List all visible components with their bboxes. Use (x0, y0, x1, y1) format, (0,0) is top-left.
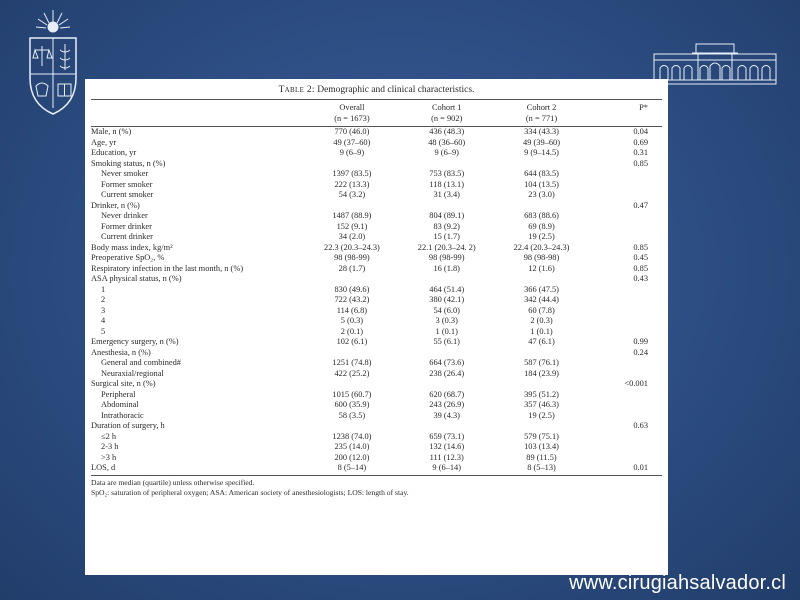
cell-cohort1: 54 (6.0) (433, 305, 460, 315)
table-row (91, 148, 662, 159)
cell-overall (305, 201, 400, 212)
table-row (91, 264, 662, 275)
cell-overall (305, 421, 400, 432)
cell-p-value: <0.001 (624, 379, 648, 388)
table-row (91, 211, 662, 222)
table-row (91, 327, 662, 338)
cell-cohort2: 19 (2.5) (528, 410, 555, 420)
cell-overall (305, 348, 400, 359)
cell-cohort2: 60 (7.8) (528, 305, 555, 315)
cell-p-value (589, 306, 662, 317)
cell-overall: 8 (5–14) (305, 463, 400, 475)
cell-p-value: 0.45 (633, 253, 648, 262)
cell-overall: 98 (98-99) (334, 253, 370, 262)
cell-cohort2: 103 (13.4) (524, 442, 559, 451)
cell-cohort1 (399, 201, 494, 212)
cell-p-value (589, 285, 662, 296)
cell-cohort1: 31 (3.4) (433, 190, 460, 199)
row-label: Never smoker (101, 169, 149, 178)
cell-overall (305, 274, 400, 285)
cell-cohort1 (399, 274, 494, 285)
cell-cohort2: 22.4 (20.3–24.3) (513, 242, 570, 252)
row-label: 2 (101, 295, 106, 304)
cell-p-value: 0.63 (633, 421, 648, 430)
table-row (91, 316, 662, 327)
cell-overall: 830 (49.6) (334, 284, 370, 294)
cell-cohort2: 104 (13.5) (524, 179, 559, 189)
cell-overall: 235 (14.0) (334, 442, 370, 451)
row-label: >3 h (101, 452, 117, 462)
cell-cohort1: 380 (42.1) (429, 295, 465, 304)
cell-overall: 422 (25.2) (334, 368, 370, 378)
cell-p-value (589, 295, 662, 306)
header-p: P* (639, 103, 648, 112)
cell-overall: 114 (6.8) (336, 305, 368, 315)
cell-cohort2: 98 (98-98) (523, 253, 560, 262)
header-cohort2: Cohort 2 (526, 103, 557, 112)
header-p-blank (589, 114, 662, 127)
cell-overall (305, 159, 400, 170)
table-row (91, 243, 662, 254)
cell-cohort1: 98 (98-99) (428, 253, 465, 262)
table-row (91, 232, 662, 243)
cell-cohort1: 16 (1.8) (433, 263, 460, 273)
cell-overall: 28 (1.7) (338, 263, 366, 273)
table-row (91, 169, 662, 180)
cell-cohort2: 1 (0.1) (530, 326, 553, 336)
cell-overall: 722 (43.2) (334, 295, 370, 304)
cell-cohort2 (494, 421, 589, 432)
header-overall: Overall (339, 103, 365, 112)
cell-cohort2: 2 (0.3) (530, 316, 553, 325)
table-row (91, 369, 662, 380)
cell-cohort1: 39 (4.3) (433, 410, 460, 420)
row-label: Intrathoracic (101, 410, 144, 420)
cell-overall: 1238 (74.0) (332, 431, 372, 441)
cell-overall: 5 (0.3) (340, 316, 364, 325)
cell-p-value: 0.01 (589, 463, 662, 475)
row-label: Male, n (%) (91, 127, 132, 136)
cell-overall: 58 (3.5) (338, 410, 366, 420)
row-label: 2-3 h (101, 442, 119, 451)
row-label: ≤2 h (101, 431, 117, 441)
table-row (91, 358, 662, 369)
table-caption (91, 83, 662, 100)
table-row (91, 442, 662, 453)
cell-p-value: 0.85 (633, 242, 648, 252)
table-row (91, 253, 662, 264)
header-overall-n: (n = 1673) (305, 114, 400, 127)
cell-p-value (589, 211, 662, 222)
table-row (91, 348, 662, 359)
table-body (91, 127, 662, 476)
cell-overall: 9 (6–9) (339, 148, 365, 157)
cell-p-value: 0.85 (633, 263, 648, 273)
cell-cohort2: 644 (83.5) (524, 169, 559, 178)
cell-cohort2: 19 (2.5) (528, 232, 555, 241)
cell-p-value (589, 453, 662, 464)
cell-p-value (589, 390, 662, 401)
header-cohort2-n: (n = 771) (494, 114, 589, 127)
cell-cohort2: 9 (9–14.5) (524, 148, 559, 157)
cell-cohort1: 804 (89.1) (429, 211, 465, 220)
cell-cohort1: 243 (26.9) (429, 400, 465, 409)
header-blank (91, 100, 305, 114)
cell-cohort1: 48 (36–60) (428, 137, 466, 147)
cell-cohort2: 8 (5–13) (494, 463, 589, 475)
header-blank-2 (91, 114, 305, 127)
row-label: Duration of surgery, h (91, 421, 165, 430)
table-caption-text: Demographic and clinical characteristics. (317, 85, 475, 95)
row-label: 3 (101, 305, 106, 315)
cell-p-value: 0.99 (633, 337, 648, 346)
row-label: Peripheral (101, 389, 136, 399)
cell-cohort1: 15 (1.7) (433, 232, 460, 241)
cell-cohort2: 49 (39–60) (523, 137, 560, 147)
cell-overall: 1015 (60.7) (332, 389, 372, 399)
cell-overall: 49 (37–60) (333, 137, 371, 147)
row-label: Never drinker (101, 211, 148, 220)
cell-cohort1: 118 (13.1) (429, 179, 464, 189)
table-row (91, 379, 662, 390)
cell-overall: 1251 (74.8) (332, 358, 372, 367)
cell-overall: 200 (12.0) (334, 452, 370, 462)
cell-cohort1: 664 (73.6) (429, 358, 465, 367)
table-row (91, 432, 662, 443)
table-row (91, 295, 662, 306)
cell-overall: 600 (35.9) (334, 400, 370, 409)
table-row (91, 127, 662, 138)
row-label: ASA physical status, n (%) (91, 274, 182, 283)
cell-p-value (589, 358, 662, 369)
document-table-panel (85, 79, 668, 575)
table-row (91, 411, 662, 422)
row-label: Surgical site, n (%) (91, 379, 156, 388)
cell-p-value (589, 411, 662, 422)
cell-cohort2: 12 (1.6) (528, 263, 555, 273)
header-cohort1-n: (n = 902) (399, 114, 494, 127)
row-label: General and combined# (101, 358, 181, 367)
row-label: Smoking status, n (%) (91, 158, 166, 168)
cell-p-value (589, 432, 662, 443)
cell-p-value: 0.47 (633, 200, 648, 210)
cell-cohort2: 357 (46.3) (524, 400, 559, 409)
row-label: Former drinker (101, 221, 152, 231)
cell-cohort2: 587 (76.1) (524, 358, 559, 367)
cell-cohort1 (399, 159, 494, 170)
table-row (91, 453, 662, 464)
cell-cohort2: 683 (88.6) (524, 211, 559, 220)
cell-cohort1: 436 (48.3) (429, 127, 465, 136)
cell-overall: 1397 (83.5) (332, 169, 372, 178)
cell-overall: 22.3 (20.3–24.3) (324, 242, 380, 252)
table-row (91, 390, 662, 401)
cell-overall: 1487 (88.9) (332, 211, 372, 220)
cell-overall: 102 (6.1) (336, 337, 368, 346)
cell-cohort2: 342 (44.4) (524, 295, 559, 304)
row-label: Drinker, n (%) (91, 200, 140, 210)
cell-p-value (589, 222, 662, 233)
cell-overall: 770 (46.0) (334, 127, 370, 136)
cell-cohort1: 22.1 (20.3–24. 2) (417, 242, 476, 252)
characteristics-table (91, 100, 662, 476)
cell-cohort1: 464 (51.4) (429, 284, 465, 294)
cell-p-value (589, 327, 662, 338)
cell-cohort1: 620 (68.7) (429, 389, 465, 399)
cell-cohort1: 83 (9.2) (433, 221, 460, 231)
row-label: Age, yr (91, 137, 117, 147)
cell-p-value (589, 369, 662, 380)
table-row (91, 463, 662, 475)
cell-p-value: 0.31 (633, 148, 648, 157)
table-notes (91, 476, 662, 498)
cell-cohort2: 579 (75.1) (524, 431, 559, 441)
cell-cohort1: 659 (73.1) (429, 431, 465, 441)
cell-cohort1: 132 (14.6) (429, 442, 465, 451)
table-row (91, 285, 662, 296)
cell-p-value (589, 190, 662, 201)
cell-cohort1: 3 (0.3) (435, 316, 458, 325)
table-row (91, 222, 662, 233)
cell-cohort2 (494, 379, 589, 390)
row-label: Emergency surgery, n (%) (91, 337, 179, 346)
cell-p-value: 0.69 (633, 137, 648, 147)
cell-p-value: 0.85 (633, 158, 648, 168)
cell-cohort2: 23 (3.0) (528, 190, 555, 199)
table-row (91, 138, 662, 149)
row-label: Abdominal (101, 400, 139, 409)
university-crest-logo (22, 8, 84, 118)
row-label: LOS, d (91, 463, 305, 475)
cell-cohort2: 184 (23.9) (524, 368, 559, 378)
row-label: Anesthesia, n (%) (91, 347, 151, 357)
hospital-building-logo (652, 40, 778, 86)
cell-p-value (589, 232, 662, 243)
row-label: Current smoker (101, 190, 154, 199)
cell-cohort1: 111 (12.3) (429, 452, 464, 462)
cell-cohort1: 753 (83.5) (429, 169, 465, 178)
cell-cohort1: 55 (6.1) (433, 337, 460, 346)
cell-p-value (589, 442, 662, 453)
cell-overall (305, 379, 400, 390)
cell-cohort1: 9 (6–14) (399, 463, 494, 475)
cell-cohort1: 1 (0.1) (435, 326, 458, 336)
table-row (91, 180, 662, 191)
row-label: 5 (101, 326, 106, 336)
cell-cohort2: 47 (6.1) (528, 337, 555, 346)
header-cohort1: Cohort 1 (431, 103, 462, 112)
row-label: Neuraxial/regional (101, 368, 164, 378)
cell-p-value (589, 169, 662, 180)
table-row (91, 201, 662, 212)
cell-p-value: 0.24 (633, 347, 648, 357)
cell-cohort1 (399, 348, 494, 359)
cell-cohort2 (494, 159, 589, 170)
cell-cohort2: 395 (51.2) (524, 389, 559, 399)
cell-cohort1 (399, 379, 494, 390)
cell-overall: 152 (9.1) (336, 221, 368, 231)
table-row (91, 306, 662, 317)
cell-p-value: 0.43 (633, 274, 648, 283)
table-note: Data are median (quartile) unless otherwise specified. (91, 477, 255, 487)
row-label: Respiratory infection in the last month, n (%) (91, 263, 244, 273)
row-label: 4 (101, 316, 106, 325)
cell-overall: 54 (3.2) (338, 190, 366, 199)
cell-cohort2 (494, 201, 589, 212)
cell-p-value (589, 316, 662, 327)
cell-overall: 2 (0.1) (340, 326, 364, 336)
cell-cohort1: 9 (6–9) (434, 148, 459, 157)
cell-cohort2: 334 (43.3) (524, 127, 559, 136)
table-row (91, 337, 662, 348)
cell-cohort2: 69 (8.9) (528, 221, 555, 231)
table-row (91, 400, 662, 411)
cell-cohort2 (494, 348, 589, 359)
row-label: Education, yr (91, 148, 137, 157)
table-row (91, 274, 662, 285)
cell-cohort2: 89 (11.5) (526, 452, 557, 462)
row-label: Preoperative SpO₂, % (91, 253, 165, 262)
row-label: 1 (101, 284, 106, 294)
cell-cohort1: 238 (26.4) (429, 368, 465, 378)
cell-overall: 34 (2.0) (338, 232, 366, 241)
footer-website-url[interactable]: www.cirugiahsalvador.cl (569, 572, 786, 594)
cell-cohort2: 366 (47.5) (524, 284, 559, 294)
cell-cohort1 (399, 421, 494, 432)
cell-p-value (589, 180, 662, 191)
cell-p-value (589, 400, 662, 411)
cell-overall: 222 (13.3) (334, 179, 370, 189)
row-label: Former smoker (101, 179, 153, 189)
cell-cohort2 (494, 274, 589, 285)
row-label: Current drinker (101, 232, 153, 241)
table-row (91, 421, 662, 432)
table-caption-prefix: Table 2: (278, 85, 315, 95)
table-note: SpO₂: saturation of peripheral oxygen; ASA: American society of anesthesiologists; LOS: length of stay. (91, 487, 409, 497)
cell-p-value: 0.04 (633, 127, 648, 136)
table-row (91, 190, 662, 201)
table-row (91, 159, 662, 170)
row-label: Body mass index, kg/m² (91, 242, 173, 252)
